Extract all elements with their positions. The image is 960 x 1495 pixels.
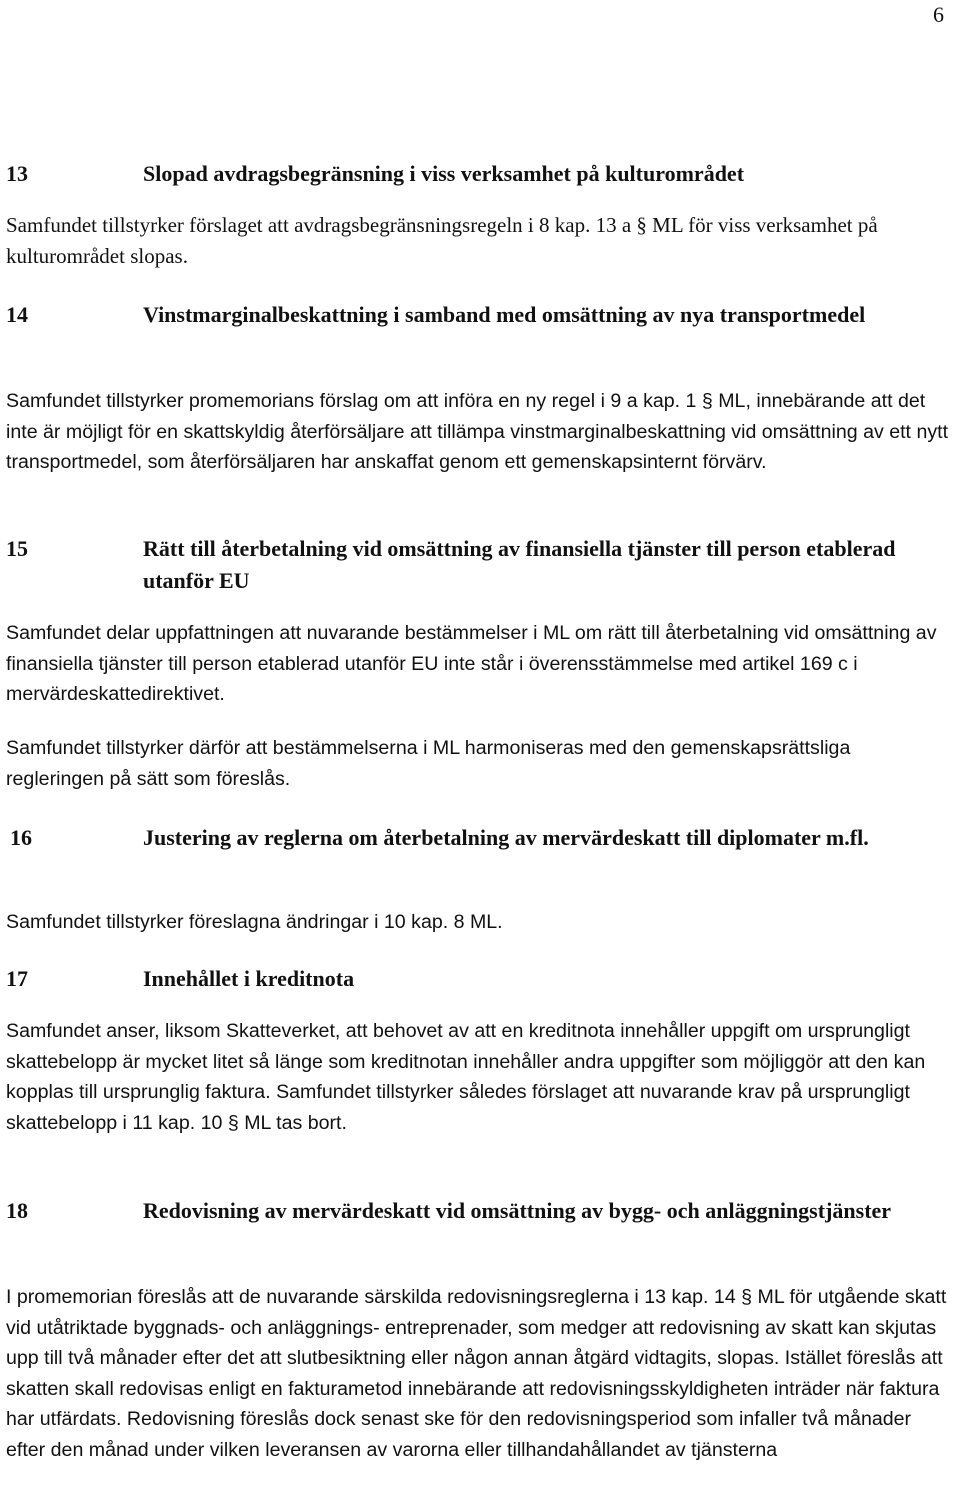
- section-heading-15: [6, 533, 952, 597]
- section-number: 18: [6, 1198, 28, 1223]
- section-title: Slopad avdragsbegränsning i viss verksamhet på kulturområdet: [143, 161, 745, 186]
- section-title: Vinstmarginalbeskattning i samband med omsättning av nya transportmedel: [143, 302, 866, 327]
- section-heading-17: [6, 963, 952, 995]
- paragraph: Samfundet tillstyrker föreslagna ändringar i 10 kap. 8 ML.: [6, 911, 503, 933]
- paragraph: Samfundet tillstyrker förslaget att avdragsbegränsningsregeln i 8 kap. 13 a § ML för viss verksamhet på kulturområdet slopas.: [6, 213, 878, 268]
- paragraph: Samfundet tillstyrker därför att bestämmelserna i ML harmoniseras med den gemenskapsrättsliga regleringen på sätt som föreslås.: [6, 737, 851, 790]
- paragraph: I promemorian föreslås att de nuvarande särskilda redovisningsreglerna i 13 kap. 14 § ML för utgående skatt vid utåtriktade byggnads- och anläggnings- entreprenader, som medger att redovisning av skatt kan skjutas upp till två månader efter det att slutbesiktning eller någon annan åtgärd vidtagits, slopas. Istället föreslås att skatten skall redovisas enligt en fakturametod innebärande att redovisningsskyldigheten inträder när faktura har utfärdats. Redovisning föreslås dock senast ske för den redovisningsperiod som infaller två månader efter den månad under vilken leveransen av varorna eller tillhandahållandet av tjänsterna: [6, 1286, 947, 1461]
- section-heading-18: [6, 1195, 952, 1227]
- section-title: Rätt till återbetalning vid omsättning av finansiella tjänster till person etablerad utanför EU: [143, 536, 896, 593]
- paragraph: Samfundet tillstyrker promemorians förslag om att införa en ny regel i 9 a kap. 1 § ML, innebärande att det inte är möjligt för en skattskyldig återförsäljare att tillämpa vinstmarginalbeskattning vid omsättning av ett nytt transportmedel, som återförsäljaren har anskaffat genom ett gemenskapsinternt förvärv.: [6, 390, 949, 473]
- paragraph: Samfundet anser, liksom Skatteverket, att behovet av att en kreditnota innehåller uppgift om ursprungligt skattebelopp är mycket litet så länge som kreditnotan innehåller andra uppgifter som möjliggör att den kan kopplas till ursprunglig faktura. Samfundet tillstyrker således förslaget att nuvarande krav på ursprungligt skattebelopp i 11 kap. 10 § ML tas bort.: [6, 1020, 926, 1134]
- section-number: 17: [6, 966, 28, 991]
- section-title: Justering av reglerna om återbetalning av mervärdeskatt till diplomater m.fl.: [143, 825, 869, 850]
- section-title: Redovisning av mervärdeskatt vid omsättning av bygg- och anläggningstjänster: [143, 1198, 892, 1223]
- section-heading-13: [6, 158, 952, 190]
- section-number: 14: [6, 302, 28, 327]
- section-number: 16: [10, 825, 32, 850]
- section-number: 13: [6, 161, 28, 186]
- section-heading-16: [10, 822, 952, 854]
- section-heading-14: [6, 299, 952, 331]
- section-number: 15: [6, 536, 28, 561]
- page-number: 6: [933, 2, 944, 27]
- paragraph: Samfundet delar uppfattningen att nuvarande bestämmelser i ML om rätt till återbetalning vid omsättning av finansiella tjänster till person etablerad utanför EU inte står i överensstämmelse med artikel 169 c i mervärdeskattedirektivet.: [6, 622, 937, 705]
- section-title: Innehållet i kreditnota: [143, 966, 355, 991]
